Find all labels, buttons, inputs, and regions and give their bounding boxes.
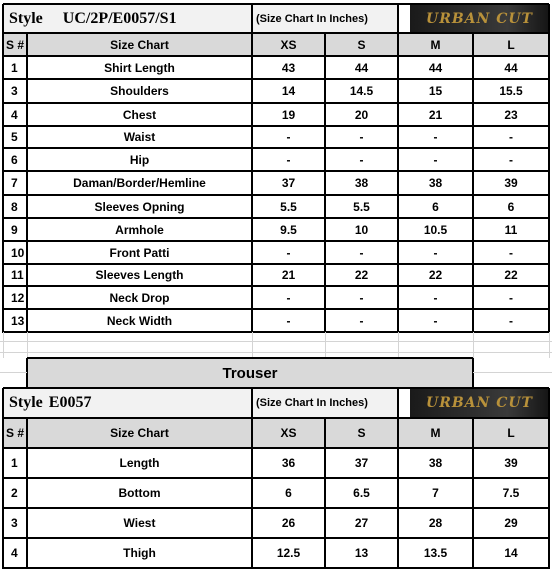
shirt-cell-m: 6 xyxy=(432,199,439,214)
trouser-cell-m: 38 xyxy=(428,456,443,470)
shirt-cell-sn: 11 xyxy=(11,268,24,282)
shirt-col-header-name: Size Chart xyxy=(27,33,252,56)
shirt-cell-xs: 19 xyxy=(281,107,296,122)
trouser-cell-sn: 4 xyxy=(11,546,18,560)
shirt-cell-l: - xyxy=(509,245,513,260)
shirt-cell-s: - xyxy=(359,245,364,260)
trouser-cell-sn: 1 xyxy=(11,456,18,470)
grid-line xyxy=(3,147,549,149)
grid-line xyxy=(251,388,253,418)
shirt-cell-l: - xyxy=(509,313,513,328)
shirt-border-left xyxy=(2,4,4,333)
shirt-cell-name: Armhole xyxy=(115,222,164,237)
shirt-cell-xs: 21 xyxy=(281,268,296,282)
sheet-gridline xyxy=(398,332,399,358)
shirt-cell-s: - xyxy=(359,130,364,144)
grid-line xyxy=(26,418,28,569)
shirt-cell-s: - xyxy=(359,290,364,305)
shirt-col-header-m: M xyxy=(398,33,473,56)
shirt-cell-m: 22 xyxy=(428,268,443,282)
trouser-brand-logo xyxy=(410,388,549,418)
shirt-cell-s: 44 xyxy=(354,60,369,75)
shirt-cell-s: 5.5 xyxy=(353,199,370,214)
shirt-style-code: UC/2P/E0057/S1 xyxy=(62,9,177,27)
shirt-cell-sn: 12 xyxy=(11,290,25,305)
trouser-style-title xyxy=(3,388,252,418)
grid-line xyxy=(3,285,549,287)
trouser-cell-name: Length xyxy=(119,456,160,470)
shirt-cell-s: 14.5 xyxy=(349,84,374,98)
sheet-gridline xyxy=(0,341,552,342)
shirt-logo-text: URBAN CUT xyxy=(426,10,533,27)
trouser-col-header-s: S xyxy=(325,418,398,448)
shirt-cell-s: 10 xyxy=(354,222,369,237)
shirt-cell-m: - xyxy=(433,245,438,260)
grid-line xyxy=(3,331,549,333)
shirt-cell-sn: 1 xyxy=(11,60,18,75)
shirt-cell-name: Neck Drop xyxy=(109,290,170,305)
trouser-cell-s: 37 xyxy=(354,456,369,470)
trouser-cell-l: 7.5 xyxy=(502,486,520,500)
shirt-cell-sn: 10 xyxy=(11,245,25,260)
shirt-cell-s: - xyxy=(359,313,364,328)
grid-line xyxy=(3,194,549,196)
shirt-border-right xyxy=(548,4,550,333)
shirt-cell-name: Hip xyxy=(129,152,150,167)
grid-line xyxy=(397,4,399,33)
shirt-cell-name: Chest xyxy=(122,107,157,122)
shirt-cell-m: 10.5 xyxy=(423,222,448,237)
grid-line xyxy=(397,418,399,569)
trouser-cell-name: Bottom xyxy=(118,486,161,500)
shirt-cell-m: - xyxy=(433,313,438,328)
trouser-border-right xyxy=(548,388,550,569)
shirt-cell-sn: 9 xyxy=(11,222,18,237)
trouser-cell-name: Thigh xyxy=(123,546,156,560)
shirt-cell-l: - xyxy=(509,290,513,305)
shirt-cell-m: - xyxy=(433,130,438,144)
grid-line xyxy=(3,78,549,80)
shirt-cell-l: 44 xyxy=(504,60,518,75)
shirt-cell-l: - xyxy=(509,130,513,144)
shirt-cell-m: 21 xyxy=(428,107,443,122)
shirt-cell-sn: 13 xyxy=(11,313,25,328)
trouser-cell-m: 13.5 xyxy=(423,546,448,560)
grid-line xyxy=(3,170,549,172)
grid-line xyxy=(3,125,549,127)
trouser-cell-sn: 3 xyxy=(11,516,18,530)
shirt-cell-sn: 3 xyxy=(11,84,18,98)
shirt-cell-s: 38 xyxy=(354,176,369,190)
shirt-cell-s: 22 xyxy=(354,268,369,282)
sheet-gridline xyxy=(252,332,253,358)
grid-line xyxy=(472,418,474,569)
shirt-cell-xs: - xyxy=(286,245,291,260)
shirt-cell-m: 38 xyxy=(428,176,443,190)
grid-line xyxy=(3,537,549,539)
shirt-cell-name: Sleeves Length xyxy=(95,268,184,282)
grid-line xyxy=(3,447,549,449)
shirt-cell-xs: - xyxy=(286,290,291,305)
shirt-size-note: (Size Chart In Inches) xyxy=(252,4,398,33)
shirt-cell-l: - xyxy=(509,152,513,167)
sheet-gridline xyxy=(549,332,550,358)
shirt-cell-m: - xyxy=(433,290,438,305)
shirt-cell-s: 20 xyxy=(354,107,369,122)
shirt-cell-xs: - xyxy=(286,152,291,167)
shirt-cell-l: 23 xyxy=(504,107,518,122)
grid-line xyxy=(3,217,549,219)
shirt-cell-name: Neck Width xyxy=(106,313,173,328)
trouser-col-header-name: Size Chart xyxy=(27,418,252,448)
sheet-gridline xyxy=(0,352,552,353)
grid-line xyxy=(472,33,474,333)
trouser-banner: Trouser xyxy=(27,358,473,388)
grid-line xyxy=(251,4,253,33)
grid-line xyxy=(324,33,326,333)
grid-line xyxy=(3,102,549,104)
shirt-cell-xs: - xyxy=(286,130,291,144)
trouser-style-code: E0057 xyxy=(48,394,92,411)
sheet-gridline xyxy=(3,332,4,358)
trouser-cell-l: 14 xyxy=(504,546,518,560)
trouser-logo-text: URBAN CUT xyxy=(426,395,533,411)
shirt-cell-name: Waist xyxy=(123,130,156,144)
grid-line xyxy=(3,263,549,265)
trouser-col-header-l: L xyxy=(473,418,549,448)
shirt-cell-sn: 6 xyxy=(11,152,18,167)
trouser-col-header-m: M xyxy=(398,418,473,448)
trouser-cell-m: 7 xyxy=(432,486,439,500)
shirt-cell-xs: 14 xyxy=(281,84,296,98)
trouser-cell-sn: 2 xyxy=(11,486,18,500)
sheet-gridline xyxy=(473,372,552,373)
grid-line xyxy=(397,33,399,333)
shirt-cell-xs: 37 xyxy=(281,176,296,190)
trouser-border-top xyxy=(3,387,549,389)
trouser-cell-s: 6.5 xyxy=(353,486,370,500)
trouser-col-header-sn: S # xyxy=(3,418,27,448)
trouser-col-header-xs: XS xyxy=(252,418,325,448)
trouser-cell-xs: 6 xyxy=(285,486,292,500)
grid-line xyxy=(27,357,473,359)
shirt-cell-xs: 43 xyxy=(281,60,296,75)
shirt-border-top xyxy=(3,3,549,5)
grid-line xyxy=(3,240,549,242)
shirt-col-header-s: S xyxy=(325,33,398,56)
sheet-gridline xyxy=(0,372,27,373)
shirt-cell-l: 15.5 xyxy=(499,84,523,98)
shirt-cell-sn: 7 xyxy=(11,176,18,190)
shirt-col-header-sn: S # xyxy=(3,33,27,56)
shirt-brand-logo xyxy=(410,4,549,33)
grid-line xyxy=(397,388,399,418)
grid-line xyxy=(472,358,474,388)
shirt-style-title xyxy=(3,4,252,33)
grid-line xyxy=(3,55,549,57)
trouser-cell-l: 39 xyxy=(504,456,518,470)
shirt-cell-sn: 8 xyxy=(11,199,18,214)
trouser-cell-m: 28 xyxy=(428,516,443,530)
shirt-cell-xs: 9.5 xyxy=(280,222,297,237)
trouser-cell-xs: 12.5 xyxy=(276,546,301,560)
trouser-style-label: Style xyxy=(9,394,43,411)
shirt-cell-l: 39 xyxy=(504,176,518,190)
trouser-cell-xs: 36 xyxy=(281,456,296,470)
grid-line xyxy=(251,33,253,333)
grid-line xyxy=(3,308,549,310)
shirt-cell-l: 6 xyxy=(507,199,515,214)
sheet-gridline xyxy=(27,332,28,358)
shirt-cell-m: 44 xyxy=(428,60,443,75)
sheet-gridline xyxy=(325,332,326,358)
shirt-cell-l: 11 xyxy=(504,222,518,237)
grid-line xyxy=(3,32,549,34)
trouser-cell-s: 13 xyxy=(354,546,369,560)
grid-line xyxy=(26,33,28,333)
trouser-size-note: (Size Chart In Inches) xyxy=(252,388,398,418)
trouser-cell-xs: 26 xyxy=(281,516,296,530)
grid-line xyxy=(251,418,253,569)
trouser-border-left xyxy=(2,388,4,569)
grid-line xyxy=(3,567,549,569)
trouser-cell-l: 29 xyxy=(504,516,518,530)
shirt-cell-l: 22 xyxy=(504,268,518,282)
shirt-cell-m: 15 xyxy=(428,84,443,98)
shirt-col-header-l: L xyxy=(473,33,549,56)
shirt-cell-name: Shoulders xyxy=(110,84,169,98)
trouser-cell-s: 27 xyxy=(354,516,369,530)
shirt-cell-name: Sleeves Opning xyxy=(94,199,185,214)
shirt-cell-m: - xyxy=(433,152,438,167)
trouser-cell-name: Wiest xyxy=(123,516,156,530)
shirt-cell-xs: - xyxy=(286,313,291,328)
shirt-cell-s: - xyxy=(359,152,364,167)
grid-line xyxy=(3,417,549,419)
shirt-cell-name: Daman/Border/Hemline xyxy=(73,176,206,190)
shirt-cell-name: Front Patti xyxy=(109,245,170,260)
shirt-cell-sn: 5 xyxy=(11,130,18,144)
shirt-col-header-xs: XS xyxy=(252,33,325,56)
grid-line xyxy=(3,507,549,509)
grid-line xyxy=(324,418,326,569)
shirt-cell-sn: 4 xyxy=(11,107,18,122)
shirt-style-label: Style xyxy=(9,9,43,27)
grid-line xyxy=(3,477,549,479)
shirt-cell-xs: 5.5 xyxy=(280,199,297,214)
shirt-cell-name: Shirt Length xyxy=(104,60,175,75)
sheet-gridline xyxy=(473,332,474,358)
grid-line xyxy=(26,358,28,388)
